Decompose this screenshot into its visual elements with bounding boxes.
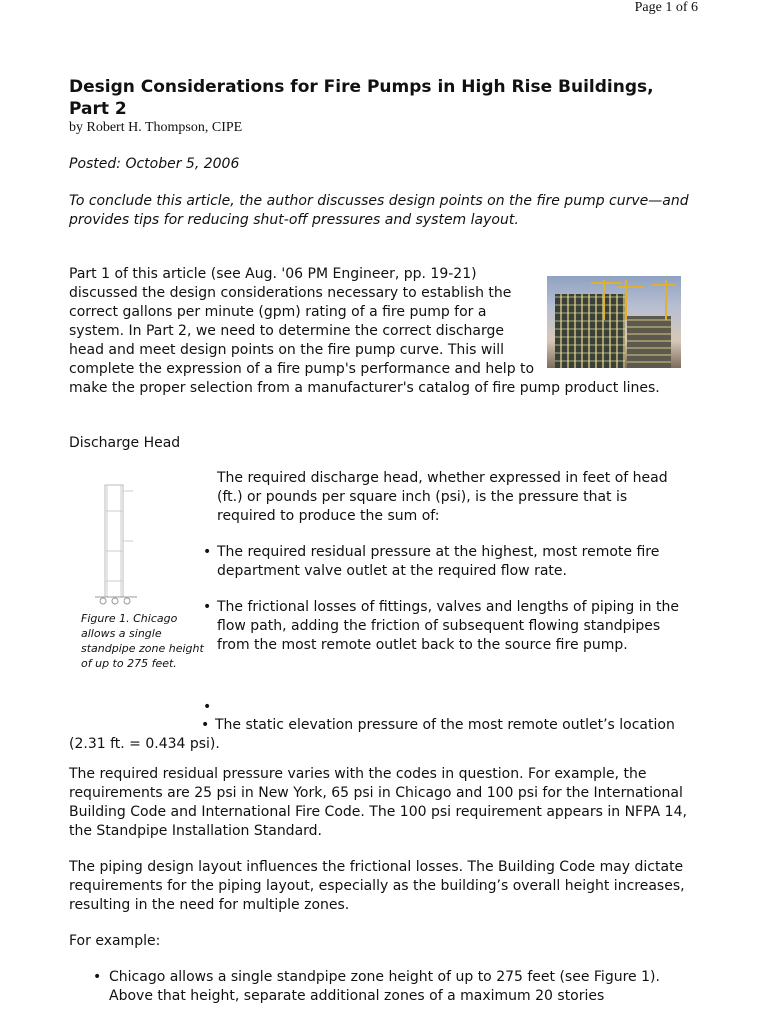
- examples-list: [69, 968, 699, 1006]
- static-elevation-bullet: [69, 716, 699, 754]
- part1-paragraph: Part 1 of this article (see Aug. '06 PM Engineer, pp. 19-21) discussed the design considerations necessary to establish the correct gallons per minute (gpm) rating of a fire pump for a system. In Part 2, we need to determine the correct discharge head and meet design points on the fire pump curve. This will complete the expression of a fire pump's performance and help to make the proper selection from a manufacturer's catalog of fire pump product lines.: [69, 266, 660, 396]
- list-item: [203, 598, 687, 655]
- bullet-dot: •: [203, 544, 212, 560]
- bullet-dot: •: [93, 969, 102, 985]
- standpipe-diagram: [93, 481, 153, 609]
- example-text: Chicago allows a single standpipe zone height of up to 275 feet (see Figure 1). Above that height, separate additional zones of a maximum 20 stories: [109, 969, 660, 1004]
- piping-layout-paragraph: The piping design layout influences the frictional losses. The Building Code may dictate requirements for the piping layout, especially as the building’s overall height increases, resulting in the need for multiple zones.: [69, 859, 685, 913]
- bullet-dot: •: [201, 717, 210, 733]
- article-body: [69, 76, 699, 759]
- page-number: Page 1 of 6: [634, 0, 698, 15]
- bullet-dot: •: [203, 599, 212, 615]
- discharge-intro: The required discharge head, whether expressed in feet of head (ft.) or pounds per square inch (psi), is the pressure that is required to produce the sum of:: [217, 470, 668, 524]
- intro-paragraph: To conclude this article, the author discusses design points on the fire pump curve—and provides tips for reducing shut-off pressures and system layout.: [69, 193, 689, 228]
- for-example-label: For example:: [69, 933, 161, 949]
- list-item: [69, 968, 699, 1006]
- figure-1: [79, 481, 204, 671]
- bullet-dot: •: [203, 699, 212, 715]
- high-rise-construction-photo: [547, 276, 681, 368]
- building-shape-secondary: [627, 316, 671, 368]
- crane-jib: [617, 286, 643, 288]
- part1-section: [69, 265, 699, 398]
- crane-jib: [591, 282, 621, 284]
- list-item: [203, 543, 687, 581]
- bullet-text: The required residual pressure at the highest, most remote fire department valve outlet at the required flow rate.: [217, 544, 660, 579]
- posted-date: Posted: October 5, 2006: [69, 156, 240, 172]
- crane-mast: [665, 280, 667, 320]
- discharge-text: [203, 469, 687, 672]
- crane-mast: [603, 280, 605, 320]
- article-title: Design Considerations for Fire Pumps in High Rise Buildings, Part 2: [69, 77, 654, 119]
- byline: by Robert H. Thompson, CIPE: [69, 120, 243, 135]
- bullet-text: The static elevation pressure of the most remote outlet’s location (2.31 ft. = 0.434 psi).: [69, 717, 675, 752]
- figure-caption: Figure 1. Chicago allows a single standpipe zone height of up to 275 feet.: [81, 612, 204, 670]
- residual-pressure-paragraph: The required residual pressure varies with the codes in question. For example, the requirements are 25 psi in New York, 65 psi in Chicago and 100 psi for the International Building Code and International Fire Code. The 100 psi requirement appears in NFPA 14, the Standpipe Installation Standard.: [69, 766, 687, 839]
- discharge-head-heading: Discharge Head: [69, 435, 181, 451]
- body-continued: [69, 716, 699, 1006]
- bullet-text: The frictional losses of fittings, valves and lengths of piping in the flow path, adding the friction of subsequent flowing standpipes from the most remote outlet back to the source fire pump.: [217, 599, 679, 653]
- building-shape: [555, 294, 625, 368]
- crane-jib: [651, 284, 675, 286]
